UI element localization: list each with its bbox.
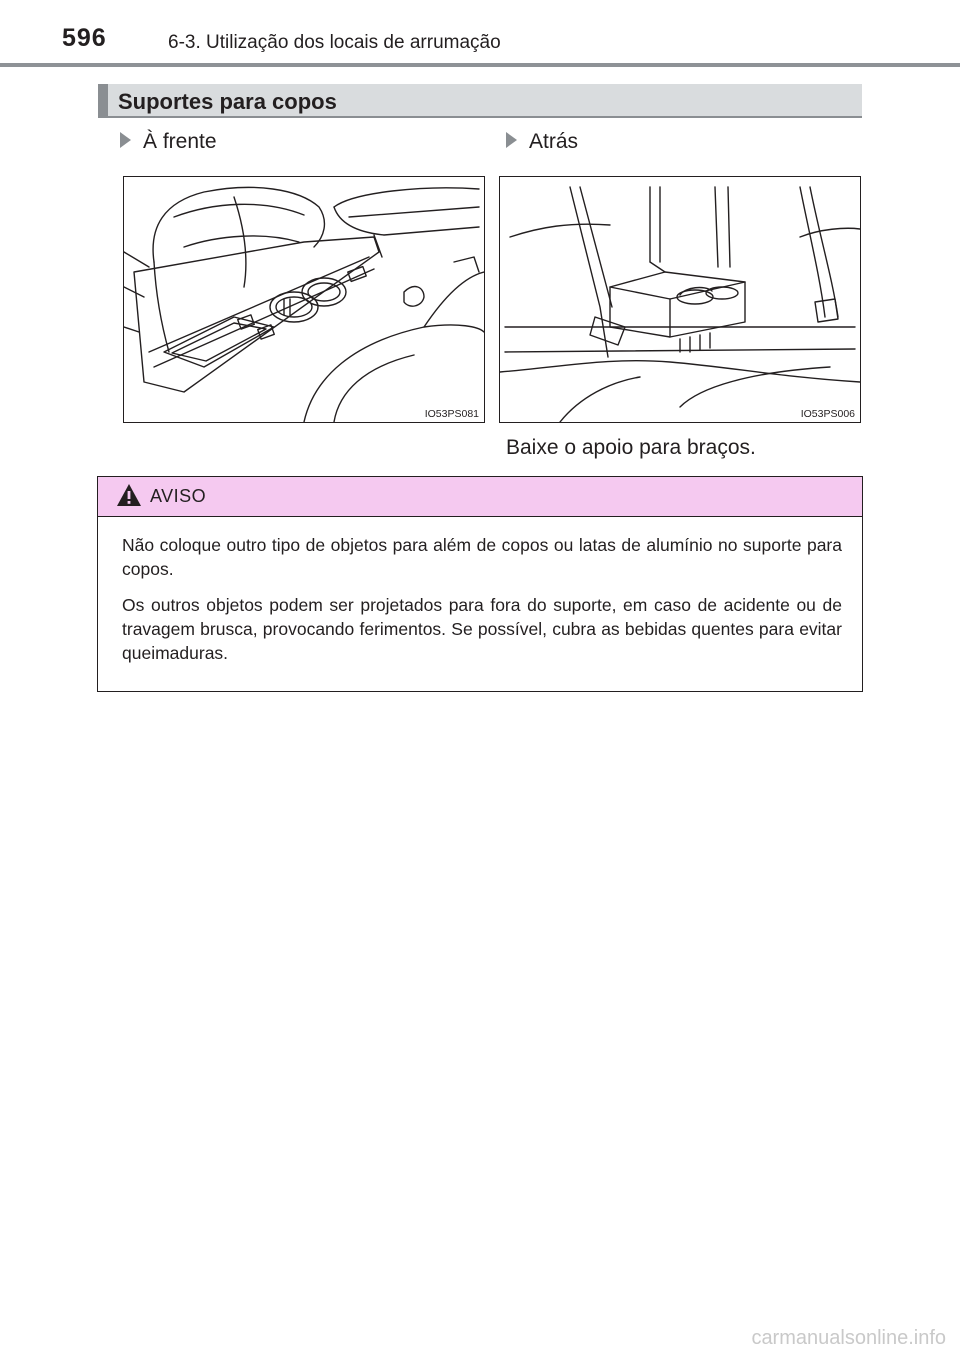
- section-heading-text: Suportes para copos: [118, 89, 337, 114]
- warning-title: AVISO: [150, 486, 207, 506]
- watermark-text: carmanualsonline.info: [751, 1327, 946, 1349]
- chapter-title: 6-3. Utilização dos locais de arrumação: [168, 32, 501, 53]
- warning-body: [122, 533, 842, 677]
- rear-armrest-illustration: [500, 177, 860, 422]
- page-number: 596: [62, 24, 107, 52]
- rear-caption: Baixe o apoio para braços.: [506, 436, 756, 459]
- bullet-triangle-icon: [120, 132, 131, 148]
- rear-label: Atrás: [529, 130, 579, 153]
- rear-cupholder-figure: [499, 176, 861, 423]
- warning-paragraph: Não coloque outro tipo de objetos para além de copos ou latas de alumínio no suporte para copos.: [122, 535, 842, 579]
- bullet-triangle-icon: [506, 132, 517, 148]
- front-cupholder-figure: [123, 176, 485, 423]
- warning-triangle-icon: [116, 483, 142, 507]
- section-heading: [98, 84, 862, 118]
- warning-box: [97, 476, 863, 692]
- rear-figure-code: IO53PS006: [800, 408, 855, 420]
- warning-paragraph: Os outros objetos podem ser projetados para fora do suporte, em caso de acidente ou de travagem brusca, provocando ferimentos. Se possível, cubra as bebidas quentes para evitar queimaduras.: [122, 595, 842, 663]
- header-divider: [0, 63, 960, 67]
- warning-header: [98, 477, 862, 517]
- front-figure-code: IO53PS081: [424, 408, 479, 420]
- front-console-illustration: [124, 177, 484, 422]
- front-subheading: [120, 130, 217, 154]
- rear-subheading: [506, 130, 578, 154]
- front-label: À frente: [143, 130, 217, 153]
